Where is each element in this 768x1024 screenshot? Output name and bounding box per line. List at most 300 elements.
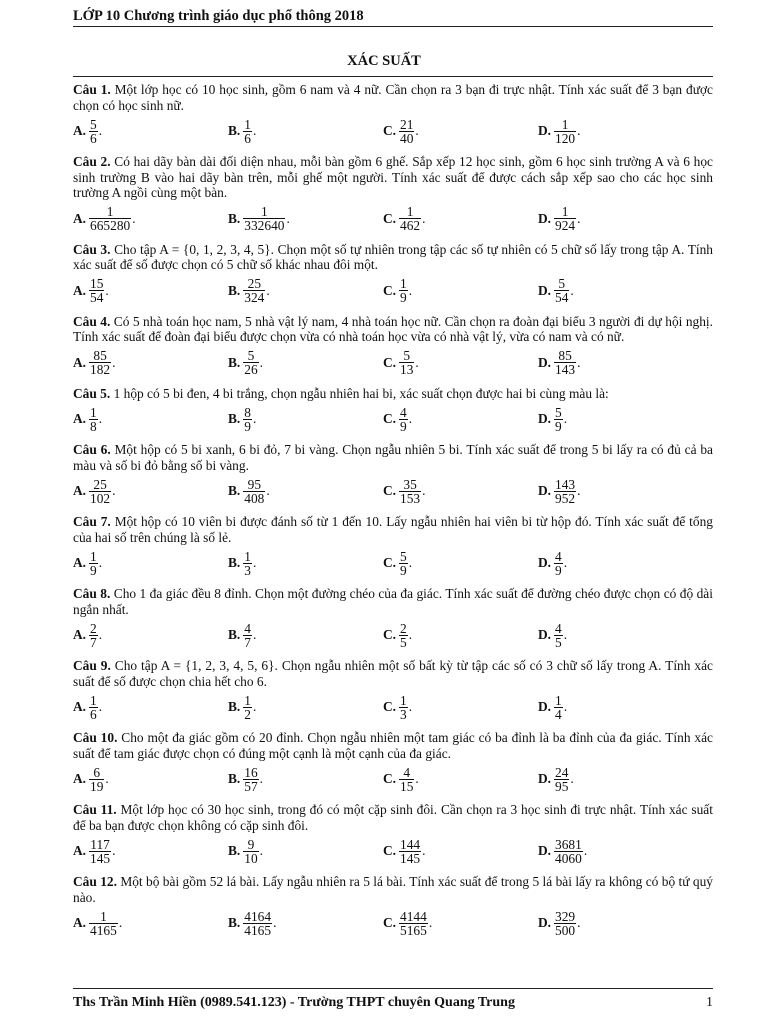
- period: .: [118, 915, 123, 930]
- question-body: Một lớp học có 30 học sinh, trong đó có một cặp sinh đôi. Cần chọn ra 3 học sinh đi trực nhật. Tính xác suất để ba bạn được chọn không có cặp sinh đôi.: [73, 802, 713, 833]
- answer-options: [73, 762, 713, 796]
- numerator: 4: [400, 404, 407, 420]
- fraction: [89, 694, 98, 721]
- fraction: [554, 622, 563, 649]
- option-letter: A.: [73, 843, 87, 858]
- option-c: [383, 478, 538, 505]
- denominator: 54: [90, 290, 104, 305]
- option-b: [228, 622, 383, 649]
- option-c: [383, 550, 538, 577]
- numerator: 4: [403, 764, 411, 780]
- option-letter: C.: [383, 354, 397, 370]
- numerator: 5: [555, 404, 562, 420]
- option-letter: C.: [383, 555, 397, 570]
- period: .: [577, 123, 581, 138]
- option-b: [228, 478, 383, 505]
- question-label: Câu 1.: [73, 82, 111, 97]
- denominator: 102: [90, 490, 111, 506]
- denominator: 9: [400, 562, 407, 578]
- question-text: [73, 442, 713, 473]
- question-text: [73, 314, 713, 345]
- period: .: [563, 699, 568, 714]
- option-letter: C.: [383, 123, 397, 138]
- numerator: 25: [93, 476, 107, 492]
- numerator: 1: [561, 204, 569, 219]
- question-label: Câu 10.: [73, 730, 118, 745]
- period: .: [563, 411, 568, 426]
- option-c: [383, 277, 538, 304]
- option-a: [73, 550, 228, 577]
- question-label: Câu 5.: [73, 385, 111, 401]
- numerator: 1: [90, 692, 97, 708]
- question-body: Có hai dãy bàn dài đối diện nhau, mỗi bàn gồm 6 ghế. Sắp xếp 12 học sinh, gồm 6 học sinh trường A và 6 học sinh trường B vào hai dãy bàn trên, mỗi ghế một người. Tính xác suất để được cách sắp xếp sao cho các học sinh trường A ngồi cùng một bàn.: [73, 154, 713, 200]
- question-text: [73, 386, 713, 402]
- option-b: [228, 406, 383, 433]
- period: .: [105, 282, 109, 298]
- fraction: [399, 766, 414, 793]
- denominator: 9: [90, 562, 97, 578]
- question-label: Câu 11.: [73, 802, 117, 817]
- option-b: [228, 118, 383, 145]
- denominator: 4165: [244, 922, 272, 938]
- denominator: 9: [555, 418, 562, 434]
- denominator: 9: [244, 418, 251, 434]
- period: .: [252, 555, 257, 570]
- denominator: 57: [244, 778, 258, 794]
- numerator: 4144: [400, 908, 427, 924]
- fraction: [243, 205, 285, 232]
- fraction: [554, 694, 563, 721]
- question-label: Câu 8.: [73, 586, 111, 601]
- numerator: 24: [555, 764, 569, 780]
- period: .: [415, 354, 419, 370]
- fraction: [554, 910, 576, 937]
- denominator: 4165: [90, 922, 117, 938]
- option-letter: B.: [228, 843, 241, 858]
- denominator: 95: [555, 778, 569, 794]
- fraction: [399, 622, 408, 649]
- option-letter: D.: [538, 627, 552, 642]
- question-body: 1 hộp có 5 bi đen, 4 bi trắng, chọn ngẫu nhiên hai bi, xác suất chọn được hai bi cùng màu là:: [113, 385, 609, 401]
- option-d: [538, 406, 693, 433]
- numerator: 85: [558, 348, 572, 363]
- period: .: [266, 282, 270, 298]
- period: .: [259, 354, 264, 370]
- numerator: 95: [247, 476, 262, 492]
- numerator: 1: [244, 116, 251, 132]
- numerator: 1: [244, 548, 251, 564]
- period: .: [408, 282, 413, 298]
- page-footer: [73, 988, 713, 1013]
- question-body: Một lớp học có 10 học sinh, gồm 6 nam và 4 nữ. Cần chọn ra 3 bạn đi trực nhật. Tính xác suất để 3 bạn được chọn có học sinh nữ.: [73, 82, 713, 113]
- period: .: [252, 123, 257, 138]
- answer-options: [73, 474, 713, 508]
- numerator: 1: [555, 692, 562, 708]
- question-text: [73, 874, 713, 905]
- option-a: [73, 622, 228, 649]
- question-body: Một hộp có 10 viên bi được đánh số từ 1 đến 10. Lấy ngẫu nhiên hai viên bi từ hộp đó. Tính xác suất để tổng của hai số trên chúng là số lẻ.: [73, 514, 713, 545]
- denominator: 408: [244, 490, 265, 506]
- answer-options: [73, 834, 713, 868]
- denominator: 145: [400, 850, 421, 866]
- denominator: 4060: [555, 850, 582, 866]
- fraction: [554, 550, 563, 577]
- period: .: [570, 282, 574, 298]
- fraction: [554, 205, 576, 232]
- fraction: [399, 478, 421, 505]
- option-a: [73, 277, 228, 304]
- denominator: 4: [555, 706, 562, 722]
- numerator: 8: [244, 404, 251, 420]
- option-letter: C.: [383, 915, 397, 930]
- fraction: [243, 766, 258, 793]
- option-letter: C.: [383, 771, 397, 786]
- numerator: 4: [555, 620, 562, 636]
- option-letter: C.: [383, 843, 397, 858]
- fraction: [89, 478, 111, 505]
- option-c: [383, 349, 538, 376]
- fraction: [399, 349, 414, 376]
- question-10: [73, 730, 713, 796]
- period: .: [112, 354, 116, 370]
- question-text: [73, 82, 713, 113]
- numerator: 1: [400, 692, 407, 708]
- question-label: Câu 3.: [73, 241, 111, 257]
- denominator: 182: [90, 362, 111, 377]
- numerator: 6: [93, 764, 101, 780]
- fraction: [399, 205, 421, 232]
- denominator: 145: [90, 850, 111, 866]
- period: .: [252, 699, 257, 714]
- option-d: [538, 349, 693, 376]
- option-b: [228, 349, 383, 376]
- fraction: [89, 910, 118, 937]
- denominator: 5: [555, 634, 562, 650]
- numerator: 16: [244, 764, 258, 780]
- option-letter: D.: [538, 915, 552, 930]
- denominator: 924: [555, 218, 576, 233]
- fraction: [554, 406, 563, 433]
- option-letter: A.: [73, 210, 87, 226]
- question-label: Câu 2.: [73, 154, 111, 169]
- answer-options: [73, 618, 713, 652]
- period: .: [98, 699, 103, 714]
- option-letter: B.: [228, 411, 241, 426]
- period: .: [98, 555, 103, 570]
- option-b: [228, 910, 383, 937]
- question-body: Có 5 nhà toán học nam, 5 nhà vật lý nam, 4 nhà toán học nữ. Cần chọn ra đoàn đại biểu 3 người đi dự hội nghị. Tính xác suất để đoàn đại biểu được chọn vừa có nhà toán học vừa có nhà vật lý, vừa có nam và có nữ.: [73, 313, 713, 344]
- denominator: 952: [555, 490, 576, 506]
- option-letter: D.: [538, 771, 552, 786]
- fraction: [89, 205, 131, 232]
- denominator: 6: [90, 706, 97, 722]
- question-label: Câu 12.: [73, 874, 117, 889]
- option-letter: D.: [538, 411, 552, 426]
- option-a: [73, 694, 228, 721]
- fraction: [399, 550, 408, 577]
- numerator: 117: [90, 836, 110, 852]
- numerator: 1: [106, 204, 114, 219]
- denominator: 324: [244, 290, 265, 305]
- denominator: 10: [244, 850, 258, 866]
- option-letter: D.: [538, 483, 552, 498]
- fraction: [399, 910, 428, 937]
- option-c: [383, 622, 538, 649]
- question-text: [73, 658, 713, 689]
- option-letter: C.: [383, 210, 397, 226]
- fraction: [399, 838, 421, 865]
- numerator: 3681: [555, 836, 582, 852]
- period: .: [408, 699, 413, 714]
- period: .: [252, 411, 257, 426]
- period: .: [570, 771, 574, 786]
- option-letter: C.: [383, 483, 397, 498]
- period: .: [577, 210, 581, 226]
- denominator: 5: [400, 634, 407, 650]
- question-text: [73, 154, 713, 201]
- option-letter: A.: [73, 483, 87, 498]
- denominator: 26: [244, 362, 258, 377]
- fraction: [243, 910, 272, 937]
- option-letter: A.: [73, 915, 87, 930]
- period: .: [583, 843, 588, 858]
- denominator: 153: [400, 490, 421, 506]
- numerator: 35: [403, 476, 417, 492]
- fraction: [243, 349, 258, 376]
- question-label: Câu 4.: [73, 313, 111, 329]
- numerator: 4: [244, 620, 251, 636]
- denominator: 7: [90, 634, 97, 650]
- option-letter: B.: [228, 699, 241, 714]
- question-text: [73, 730, 713, 761]
- page-number: 1: [706, 995, 713, 1010]
- question-label: Câu 9.: [73, 658, 111, 673]
- denominator: 15: [400, 778, 414, 794]
- fraction: [89, 118, 98, 145]
- period: .: [266, 483, 270, 498]
- option-b: [228, 838, 383, 865]
- option-letter: C.: [383, 699, 397, 714]
- question-8: [73, 586, 713, 652]
- question-body: Một bộ bài gồm 52 lá bài. Lấy ngẫu nhiên ra 5 lá bài. Tính xác suất để trong 5 lá bài lấy ra không có bộ tứ quý nào.: [73, 874, 713, 905]
- option-c: [383, 205, 538, 232]
- option-b: [228, 550, 383, 577]
- period: .: [252, 627, 257, 642]
- denominator: 9: [400, 418, 407, 434]
- period: .: [408, 555, 413, 570]
- fraction: [554, 277, 569, 304]
- option-letter: B.: [228, 123, 241, 138]
- option-b: [228, 205, 383, 232]
- option-c: [383, 838, 538, 865]
- numerator: 5: [400, 548, 407, 564]
- option-b: [228, 694, 383, 721]
- option-c: [383, 694, 538, 721]
- question-4: [73, 314, 713, 380]
- option-letter: D.: [538, 555, 552, 570]
- denominator: 462: [400, 218, 421, 233]
- numerator: 1: [90, 404, 97, 420]
- option-d: [538, 277, 693, 304]
- option-d: [538, 118, 693, 145]
- period: .: [563, 627, 568, 642]
- option-letter: C.: [383, 627, 397, 642]
- denominator: 13: [400, 362, 414, 377]
- option-letter: B.: [228, 915, 241, 930]
- denominator: 3: [400, 706, 407, 722]
- option-letter: B.: [228, 354, 241, 370]
- question-label: Câu 7.: [73, 514, 111, 529]
- option-a: [73, 910, 228, 937]
- numerator: 85: [93, 348, 107, 363]
- question-body: Cho một đa giác gồm có 20 đỉnh. Chọn ngẫu nhiên một tam giác có ba đỉnh là ba đỉnh của đa giác. Tính xác suất để tam giác được chọn có đúng một cạnh là một cạnh của đa giác.: [73, 730, 713, 761]
- fraction: [89, 349, 111, 376]
- option-d: [538, 838, 693, 865]
- period: .: [98, 123, 103, 138]
- denominator: 5165: [400, 922, 427, 938]
- option-a: [73, 406, 228, 433]
- fraction: [399, 118, 414, 145]
- fraction: [399, 406, 408, 433]
- option-c: [383, 118, 538, 145]
- numerator: 5: [90, 116, 97, 132]
- denominator: 7: [244, 634, 251, 650]
- numerator: 2: [400, 620, 407, 636]
- denominator: 665280: [90, 218, 131, 233]
- fraction: [89, 766, 104, 793]
- option-c: [383, 406, 538, 433]
- fraction: [399, 694, 408, 721]
- period: .: [422, 843, 426, 858]
- period: .: [408, 411, 413, 426]
- page-title: XÁC SUẤT: [347, 53, 421, 69]
- question-text: [73, 514, 713, 545]
- question-label: Câu 6.: [73, 442, 111, 457]
- option-letter: A.: [73, 555, 87, 570]
- period: .: [98, 411, 103, 426]
- fraction: [554, 838, 583, 865]
- option-letter: D.: [538, 282, 552, 298]
- period: .: [259, 771, 264, 786]
- option-d: [538, 205, 693, 232]
- numerator: 143: [555, 476, 576, 492]
- option-letter: D.: [538, 123, 552, 138]
- numerator: 2: [90, 620, 97, 636]
- numerator: 1: [90, 548, 97, 564]
- question-7: [73, 514, 713, 580]
- question-text: [73, 802, 713, 833]
- option-letter: A.: [73, 354, 87, 370]
- period: .: [105, 771, 109, 786]
- fraction: [243, 622, 252, 649]
- page-header: LỚP 10 Chương trình giáo dục phổ thông 2018: [73, 8, 713, 27]
- question-1: [73, 82, 713, 148]
- numerator: 1: [400, 276, 407, 291]
- question-text: [73, 586, 713, 617]
- period: .: [415, 771, 419, 786]
- numerator: 1: [261, 204, 268, 219]
- fraction: [243, 406, 252, 433]
- fraction: [554, 478, 576, 505]
- period: .: [428, 915, 433, 930]
- option-letter: D.: [538, 699, 552, 714]
- period: .: [422, 210, 426, 226]
- option-letter: B.: [228, 627, 241, 642]
- answer-options: [73, 402, 713, 436]
- period: .: [98, 627, 103, 642]
- period: .: [422, 483, 426, 498]
- fraction: [554, 349, 576, 376]
- question-list: [73, 82, 713, 946]
- denominator: 500: [555, 922, 576, 938]
- numerator: 144: [400, 836, 421, 852]
- denominator: 332640: [244, 218, 285, 233]
- footer-author: Ths Trần Minh Hiền (0989.541.123) - Trường THPT chuyên Quang Trung: [73, 995, 515, 1010]
- option-letter: A.: [73, 123, 87, 138]
- answer-options: [73, 546, 713, 580]
- numerator: 329: [555, 908, 576, 924]
- option-d: [538, 478, 693, 505]
- option-letter: D.: [538, 210, 552, 226]
- denominator: 3: [244, 562, 251, 578]
- period: .: [112, 843, 116, 858]
- fraction: [243, 694, 252, 721]
- fraction: [554, 118, 576, 145]
- denominator: 19: [90, 778, 104, 794]
- option-letter: A.: [73, 282, 87, 298]
- option-letter: D.: [538, 354, 552, 370]
- question-text: [73, 242, 713, 273]
- question-3: [73, 242, 713, 308]
- option-letter: A.: [73, 411, 87, 426]
- option-letter: C.: [383, 411, 397, 426]
- numerator: 4164: [244, 908, 272, 924]
- numerator: 5: [247, 348, 255, 363]
- question-body: Cho tập A = {0, 1, 2, 3, 4, 5}. Chọn một số tự nhiên trong tập các số tự nhiên có 5 chữ số lấy trong tập A. Tính xác suất để số được chọn có 5 chữ số khác nhau đôi một.: [73, 241, 713, 272]
- fraction: [243, 478, 265, 505]
- fraction: [89, 406, 98, 433]
- option-a: [73, 838, 228, 865]
- option-a: [73, 205, 228, 232]
- answer-options: [73, 690, 713, 724]
- question-body: Cho tập A = {1, 2, 3, 4, 5, 6}. Chọn ngẫu nhiên một số bất kỳ từ tập các số có 3 chữ số lấy trong A. Tính xác suất để số được chọn chia hết cho 6.: [73, 658, 713, 689]
- numerator: 5: [558, 276, 566, 291]
- title-divider: [73, 76, 713, 77]
- option-c: [383, 766, 538, 793]
- option-letter: B.: [228, 483, 241, 498]
- denominator: 2: [244, 706, 251, 722]
- numerator: 25: [247, 276, 262, 291]
- question-body: Cho 1 đa giác đều 8 đỉnh. Chọn một đường chéo của đa giác. Tính xác suất để đường chéo được chọn có độ dài ngắn nhất.: [73, 586, 713, 617]
- question-2: [73, 154, 713, 236]
- option-b: [228, 277, 383, 304]
- period: .: [273, 915, 277, 930]
- numerator: 4: [555, 548, 562, 564]
- numerator: 9: [247, 836, 255, 852]
- answer-options: [73, 274, 713, 308]
- denominator: 9: [400, 290, 407, 305]
- denominator: 120: [555, 130, 576, 146]
- fraction: [89, 622, 98, 649]
- numerator: 1: [100, 908, 107, 924]
- fraction: [243, 550, 252, 577]
- option-letter: A.: [73, 771, 87, 786]
- option-d: [538, 694, 693, 721]
- question-11: [73, 802, 713, 868]
- period: .: [132, 210, 136, 226]
- option-d: [538, 766, 693, 793]
- fraction: [243, 838, 258, 865]
